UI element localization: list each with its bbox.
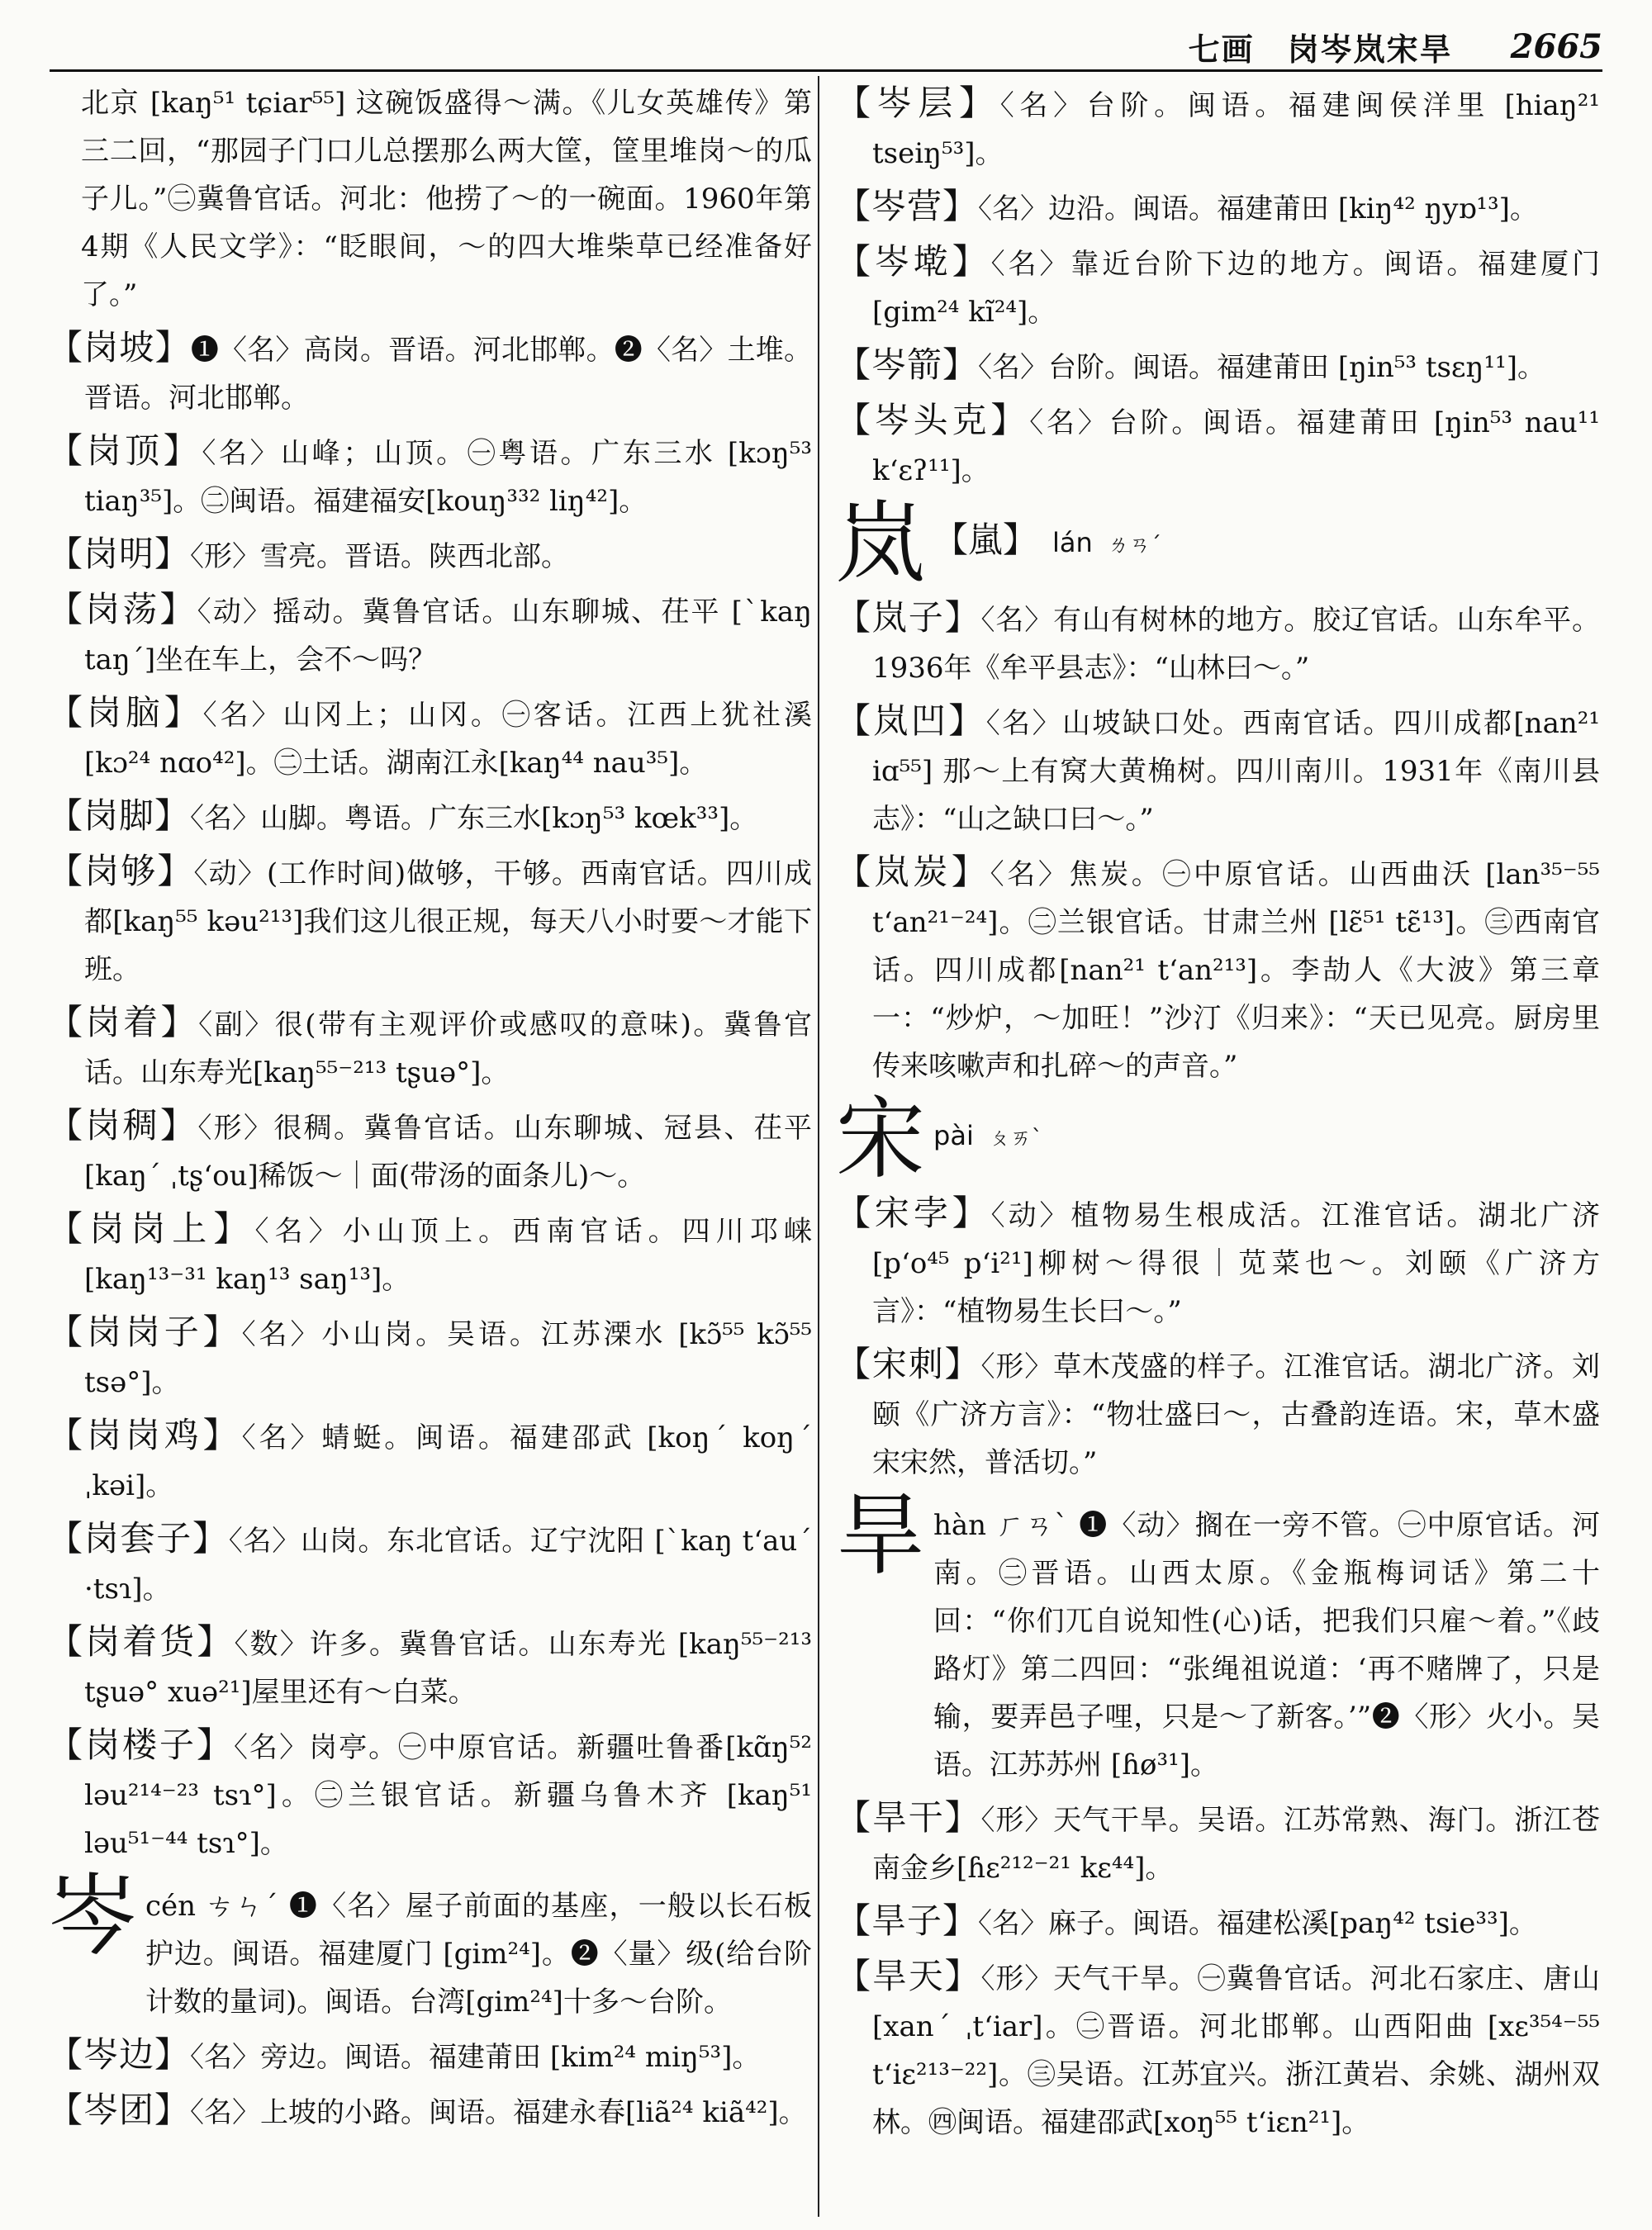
entry-text: 〈动〉植物易生根成活。江淮官话。湖北广济 [pʻo⁴⁵ pʻi²¹]柳树～得很｜苋菜也～。刘颐《广济方言》：“植物易生长曰～。” xyxy=(872,1199,1600,1328)
entry-text: 〈动〉(工作时间)做够，干够。西南官话。四川成都[kaŋ⁵⁵ kəu²¹³]我们这儿很正规，每天八小时要～才能下班。 xyxy=(84,857,812,986)
dictionary-entry xyxy=(48,999,812,1097)
headword: 【岗明】 xyxy=(48,534,191,574)
dictionary-entry xyxy=(836,341,1600,391)
entry-text: 〈名〉蜻蜓。闽语。福建邵武 [koŋˊ koŋˊ ˌkəi]。 xyxy=(84,1421,812,1502)
headword: 【旱干】 xyxy=(836,1797,981,1838)
dictionary-entry xyxy=(836,697,1600,843)
dictionary-entry xyxy=(48,1515,812,1613)
dictionary-entry xyxy=(48,1721,812,1867)
headword: 【岗着货】 xyxy=(48,1621,235,1662)
headword: 【岗楼子】 xyxy=(48,1725,235,1765)
dictionary-entry xyxy=(836,79,1600,178)
headword: 【岗岗上】 xyxy=(48,1208,255,1249)
headword: 【岗够】 xyxy=(48,851,194,891)
headword: 【岗套子】 xyxy=(48,1518,229,1559)
head-definition: hàn ㄏㄢˋ ❶〈动〉搁在一旁不管。㊀中原官话。河南。㊁晋语。山西太原。《金瓶梅词话》第二十回：“你们兀自说知性(心)话，把我们只雇～着。”《歧路灯》第二四回：“张绳祖说道：‘再不赌牌了，只是输，要弄邑子哩，只是～了新客。’”❷〈形〉火小。吴语。江苏苏州 [ɦø³¹]。 xyxy=(933,1509,1600,1782)
entry-text: 〈形〉雪亮。晋语。陕西北部。 xyxy=(190,540,570,573)
head-character-entry xyxy=(836,492,1600,595)
headword: 【岗坡】 xyxy=(48,327,191,368)
headword: 【旱子】 xyxy=(836,1900,979,1941)
entry-text: 〈名〉小山岗。吴语。江苏溧水 [kɔ̃⁵⁵ kɔ̃⁵⁵ tsə°]。 xyxy=(84,1318,812,1399)
column-divider xyxy=(818,76,819,2217)
dictionary-entry xyxy=(48,1412,812,1510)
headword: 【岗脚】 xyxy=(48,795,191,836)
entry-text: 〈名〉岗亭。㊀中原官话。新疆吐鲁番[kɑ̃ŋ⁵² ləu²¹⁴⁻²³ tsɿ°]。㊁兰银官话。新疆乌鲁木齐 [kaŋ⁵¹ ləu⁵¹⁻⁴⁴ tsɿ°]。 xyxy=(84,1731,812,1860)
head-character: 岑 xyxy=(48,1865,138,1968)
entry-text: 〈名〉山峰；山顶。㊀粤语。广东三水 [kɔŋ⁵³ tiaŋ³⁵]。㊁闽语。福建福安[kouŋ³³² liŋ⁴²]。 xyxy=(84,437,812,518)
dictionary-entry xyxy=(48,792,812,842)
zhuyin: ㄌㄢˊ xyxy=(1107,533,1161,558)
entry-text: 〈名〉山坡缺口处。西南官话。四川成都[nan²¹ iɑ⁵⁵] 那～上有窝大黄桷树。四川南川。1931年《南川县志》：“山之缺口曰～。” xyxy=(872,707,1600,836)
dictionary-entry xyxy=(48,689,812,787)
entry-text: 〈名〉山冈上；山冈。㊀客话。江西上犹社溪 [kɔ²⁴ nɑo⁴²]。㊁土话。湖南江永[kaŋ⁴⁴ nau³⁵]。 xyxy=(84,699,812,780)
headword: 【岚子】 xyxy=(836,597,981,638)
entry-text: 〈名〉靠近台阶下边的地方。闽语。福建厦门 [gim²⁴ kĩ²⁴]。 xyxy=(872,248,1600,329)
headword: 【岗顶】 xyxy=(48,430,202,471)
headword: 【岗岗子】 xyxy=(48,1312,242,1352)
dictionary-entry xyxy=(48,1102,812,1200)
entry-text: 〈名〉山岗。东北官话。辽宁沈阳 [ˋkaŋ tʻauˊ ·tsɿ]。 xyxy=(84,1525,812,1606)
page-number: 2665 xyxy=(1510,26,1602,66)
dictionary-entry xyxy=(48,1205,812,1303)
entry-text: 〈名〉山脚。粤语。广东三水[kɔŋ⁵³ kœk³³]。 xyxy=(190,802,758,835)
headword: 【旱天】 xyxy=(836,1956,981,1996)
dictionary-entry xyxy=(48,324,812,422)
entry-text: 〈名〉台阶。闽语。福建莆田 [ŋin⁵³ tsɛŋ¹¹]。 xyxy=(978,351,1545,384)
headword: 【岑墘】 xyxy=(836,241,991,282)
head-character: 旱 xyxy=(836,1484,926,1587)
dictionary-entry xyxy=(48,427,812,525)
entry-text: 〈形〉很稠。冀鲁官话。山东聊城、冠县、茌平 [kaŋˊ ˌtʂʻou]稀饭～｜面(带汤的面条儿)～。 xyxy=(84,1112,812,1193)
headword: 【岑层】 xyxy=(836,83,1000,123)
dictionary-entry xyxy=(836,183,1600,233)
dictionary-entry xyxy=(836,1340,1600,1487)
page-header xyxy=(50,23,1602,72)
left-column xyxy=(48,79,812,2210)
pinyin: lán xyxy=(1052,527,1093,558)
head-character: 宋 xyxy=(836,1088,926,1191)
entry-text: 〈动〉摇动。冀鲁官话。山东聊城、茌平 [ˋkaŋ taŋˊ]坐在车上，会不～吗？ xyxy=(84,595,812,676)
dictionary-entry xyxy=(836,1794,1600,1892)
entry-text: 〈名〉小山顶上。西南官话。四川邛崃 [kaŋ¹³⁻³¹ kaŋ¹³ saŋ¹³]。 xyxy=(84,1215,812,1296)
headword: 【岑团】 xyxy=(48,2090,191,2130)
traditional-form: 【嵐】 xyxy=(933,520,1038,560)
entry-text: 〈名〉有山有树林的地方。胶辽官话。山东牟平。1936年《牟平县志》：“山林曰～。” xyxy=(872,604,1600,685)
headword: 【宋刺】 xyxy=(836,1344,981,1384)
dictionary-entry xyxy=(48,79,812,319)
entry-text: 〈数〉许多。冀鲁官话。山东寿光 [kaŋ⁵⁵⁻²¹³ tʂuə° xuə²¹]屋里还有～白菜。 xyxy=(84,1628,812,1709)
dictionary-entry xyxy=(48,2086,812,2137)
dictionary-entry xyxy=(48,2031,812,2081)
entry-text: 〈名〉焦炭。㊀中原官话。山西曲沃 [lan³⁵⁻⁵⁵ tʻan²¹⁻²⁴]。㊁兰银官话。甘肃兰州 [lɛ̃⁵¹ tɛ̃¹³]。㊂西南官话。四川成都[nan²¹ tʻan²¹³]。李劼人《大波》第三章一：“炒炉，～加旺！”沙汀《归来》：“天已见亮。厨房里传来咳嗽声和扎碎～的声音。” xyxy=(872,858,1600,1083)
dictionary-entry xyxy=(48,586,812,684)
head-pronunciation xyxy=(933,500,1161,569)
headword: 【岗稠】 xyxy=(48,1105,198,1146)
headword: 【岚炭】 xyxy=(836,852,990,892)
entry-text: 〈形〉天气干旱。吴语。江苏常熟、海门。浙江苍南金乡[ɦɛ²¹²⁻²¹ kɛ⁴⁴]。 xyxy=(872,1804,1600,1885)
headword: 【岗岗鸡】 xyxy=(48,1415,242,1455)
head-character-entry xyxy=(836,1484,1600,1789)
entry-text: 〈形〉天气干旱。㊀冀鲁官话。河北石家庄、唐山 [xanˊ ˌtʻiar]。㊁晋语。河北邯郸。山西阳曲 [xɛ³⁵⁴⁻⁵⁵ tʻiɛ²¹³⁻²²]。㊂吴语。江苏宜兴。浙江黄岩、余姚、湖州双林。㊃闽语。福建邵武[xoŋ⁵⁵ tʻiɛn²¹]。 xyxy=(872,1962,1600,2139)
headword: 【岑边】 xyxy=(48,2034,191,2075)
entry-text: 〈名〉上坡的小路。闽语。福建永春[liã²⁴ kiã⁴²]。 xyxy=(190,2096,807,2129)
zhuyin: ㄆㄞˋ xyxy=(988,1126,1042,1151)
head-character: 岚 xyxy=(836,492,926,595)
dictionary-entry xyxy=(836,238,1600,336)
dictionary-entry xyxy=(836,396,1600,495)
headword: 【岗脑】 xyxy=(48,692,203,733)
right-column xyxy=(836,79,1600,2210)
pinyin: pài xyxy=(933,1120,974,1151)
dictionary-entry xyxy=(836,848,1600,1090)
dictionary-entry xyxy=(48,1618,812,1716)
headword: 【岚凹】 xyxy=(836,700,986,741)
head-character-entry xyxy=(836,1088,1600,1191)
dictionary-entry xyxy=(836,1952,1600,2147)
entry-text: 〈名〉边沿。闽语。福建莆田 [kiŋ⁴² ŋyɒ¹³]。 xyxy=(978,192,1538,225)
entry-text: 〈名〉旁边。闽语。福建莆田 [kim²⁴ miŋ⁵³]。 xyxy=(190,2041,761,2074)
headword: 【岑营】 xyxy=(836,186,979,226)
headword: 【岑头克】 xyxy=(836,400,1030,440)
entry-text: 北京 [kaŋ⁵¹ tɕiar⁵⁵] 这碗饭盛得～满。《儿女英雄传》第三二回，“那园子门口儿总摆那么两大筐，筐里堆岗～的瓜子儿。”㊁冀鲁官话。河北：他捞了～的一碗面。1960年第4期《人民文学》：“眨眼间，～的四大堆柴草已经准备好了。” xyxy=(81,87,812,311)
head-character-entry xyxy=(48,1865,812,2026)
dictionary-entry xyxy=(48,1308,812,1407)
dictionary-entry xyxy=(836,594,1600,692)
headword: 【岑箭】 xyxy=(836,344,979,385)
entry-text: 〈名〉麻子。闽语。福建松溪[paŋ⁴² tsie³³]。 xyxy=(978,1907,1537,1940)
dictionary-entry xyxy=(836,1189,1600,1336)
headword: 【宋孛】 xyxy=(836,1193,991,1233)
headword: 【岗着】 xyxy=(48,1002,199,1042)
head-definition: cén ㄘㄣˊ ❶〈名〉屋子前面的基座，一般以长石板护边。闽语。福建厦门 [gim²⁴]。❷〈量〉级(给台阶计数的量词)。闽语。台湾[gim²⁴]十多～台阶。 xyxy=(145,1890,812,2019)
dictionary-entry xyxy=(48,847,812,994)
headword: 【岗荡】 xyxy=(48,589,197,629)
dictionary-entry xyxy=(48,530,812,581)
dictionary-entry xyxy=(836,1897,1600,1948)
entry-text: 〈副〉很(带有主观评价或感叹的意味)。冀鲁官话。山东寿光[kaŋ⁵⁵⁻²¹³ tʂuə°]。 xyxy=(84,1008,812,1089)
section-title: 七画 岗岑岚宋旱 xyxy=(1188,30,1453,68)
entry-text: 〈形〉草木茂盛的样子。江淮官话。湖北广济。刘颐《广济方言》：“物壮盛曰～，古叠韵连语。宋，草木盛宋宋然，普活切。” xyxy=(872,1350,1600,1479)
head-pronunciation xyxy=(933,1095,1042,1162)
entry-text: 〈名〉台阶。闽语。福建闽侯洋里 [hiaŋ²¹ tseiŋ⁵³]。 xyxy=(872,89,1600,170)
entry-text: 〈名〉台阶。闽语。福建莆田 [ŋin⁵³ nau¹¹ kʻɛʔ¹¹]。 xyxy=(872,406,1600,487)
entry-text: ❶〈名〉高岗。晋语。河北邯郸。❷〈名〉土堆。晋语。河北邯郸。 xyxy=(84,334,812,415)
